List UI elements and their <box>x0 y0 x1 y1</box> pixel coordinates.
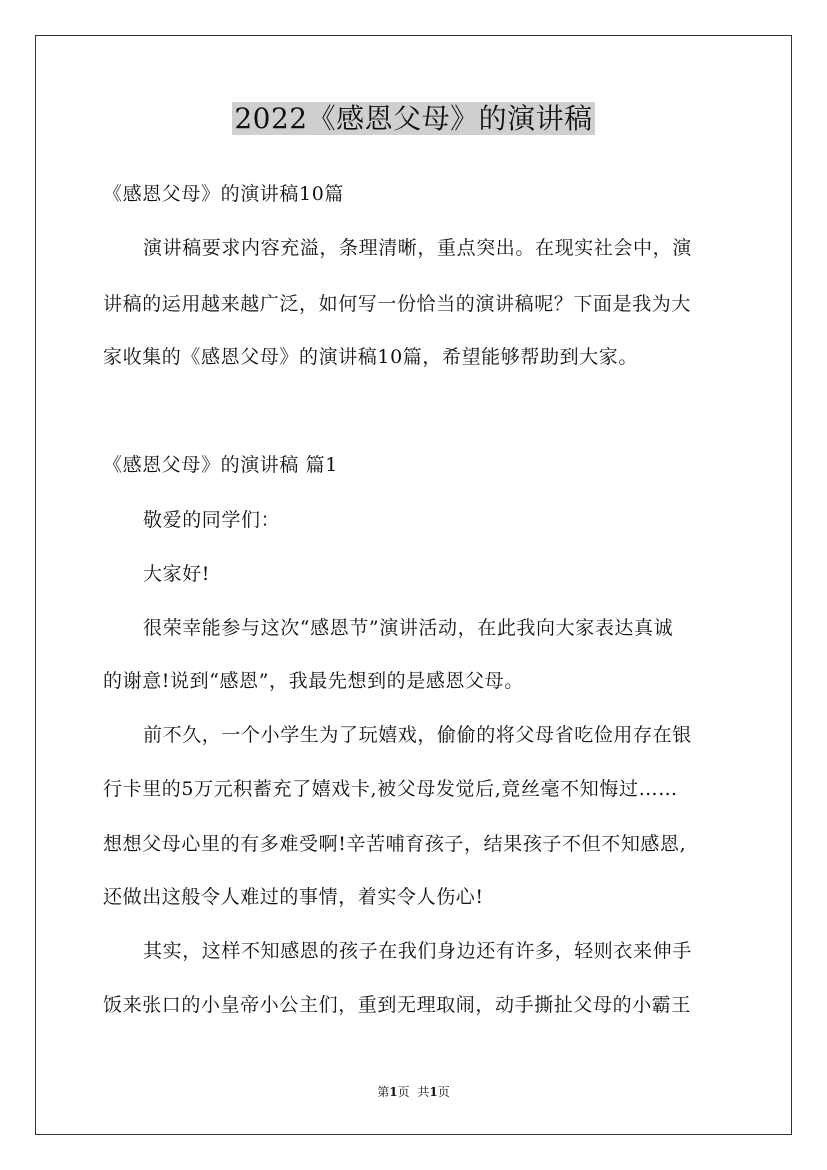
footer-page-suffix: 页 <box>397 1085 410 1099</box>
page-footer <box>0 1083 827 1101</box>
body-line-6: 行卡里的5万元积蓄充了嬉戏卡,被父母发觉后,竟丝毫不知悔过…… <box>103 778 678 800</box>
body-line-8: 还做出这般令人难过的事情，着实令人伤心! <box>103 886 484 908</box>
document-title-wrap <box>0 98 827 140</box>
body-line-1: 敬爱的同学们： <box>143 509 281 531</box>
footer-page-prefix: 第 <box>377 1085 390 1099</box>
subtitle: 《感恩父母》的演讲稿10篇 <box>103 183 344 205</box>
footer-total-suffix: 页 <box>437 1085 450 1099</box>
body-line-3: 很荣幸能参与这次“感恩节”演讲活动，在此我向大家表达真诚 <box>143 617 674 639</box>
body-line-7: 想想父母心里的有多难受啊!辛苦哺育孩子，结果孩子不但不知感恩, <box>103 833 687 855</box>
section-heading: 《感恩父母》的演讲稿 篇1 <box>103 454 338 476</box>
footer-page-number: 1 <box>389 1085 398 1099</box>
intro-line-2: 讲稿的运用越来越广泛，如何写一份恰当的演讲稿呢？下面是我为大 <box>103 293 692 315</box>
body-line-9: 其实，这样不知感恩的孩子在我们身边还有许多，轻则衣来伸手 <box>143 940 692 962</box>
body-line-2: 大家好! <box>143 563 211 585</box>
footer-total-number: 1 <box>429 1085 438 1099</box>
document-title: 2022《感恩父母》的演讲稿 <box>234 102 593 135</box>
body-line-5: 前不久，一个小学生为了玩嬉戏，偷偷的将父母省吃俭用存在银 <box>143 724 692 746</box>
body-line-4: 的谢意!说到“感恩”，我最先想到的是感恩父母。 <box>103 670 524 692</box>
intro-line-3: 家收集的《感恩父母》的演讲稿10篇，希望能够帮助到大家。 <box>103 346 638 368</box>
intro-line-1: 演讲稿要求内容充溢，条理清晰，重点突出。在现实社会中，演 <box>143 237 692 259</box>
footer-total-prefix: 共 <box>417 1085 430 1099</box>
body-line-10: 饭来张口的小皇帝小公主们，重到无理取闹，动手撕扯父母的小霸王 <box>103 994 692 1016</box>
